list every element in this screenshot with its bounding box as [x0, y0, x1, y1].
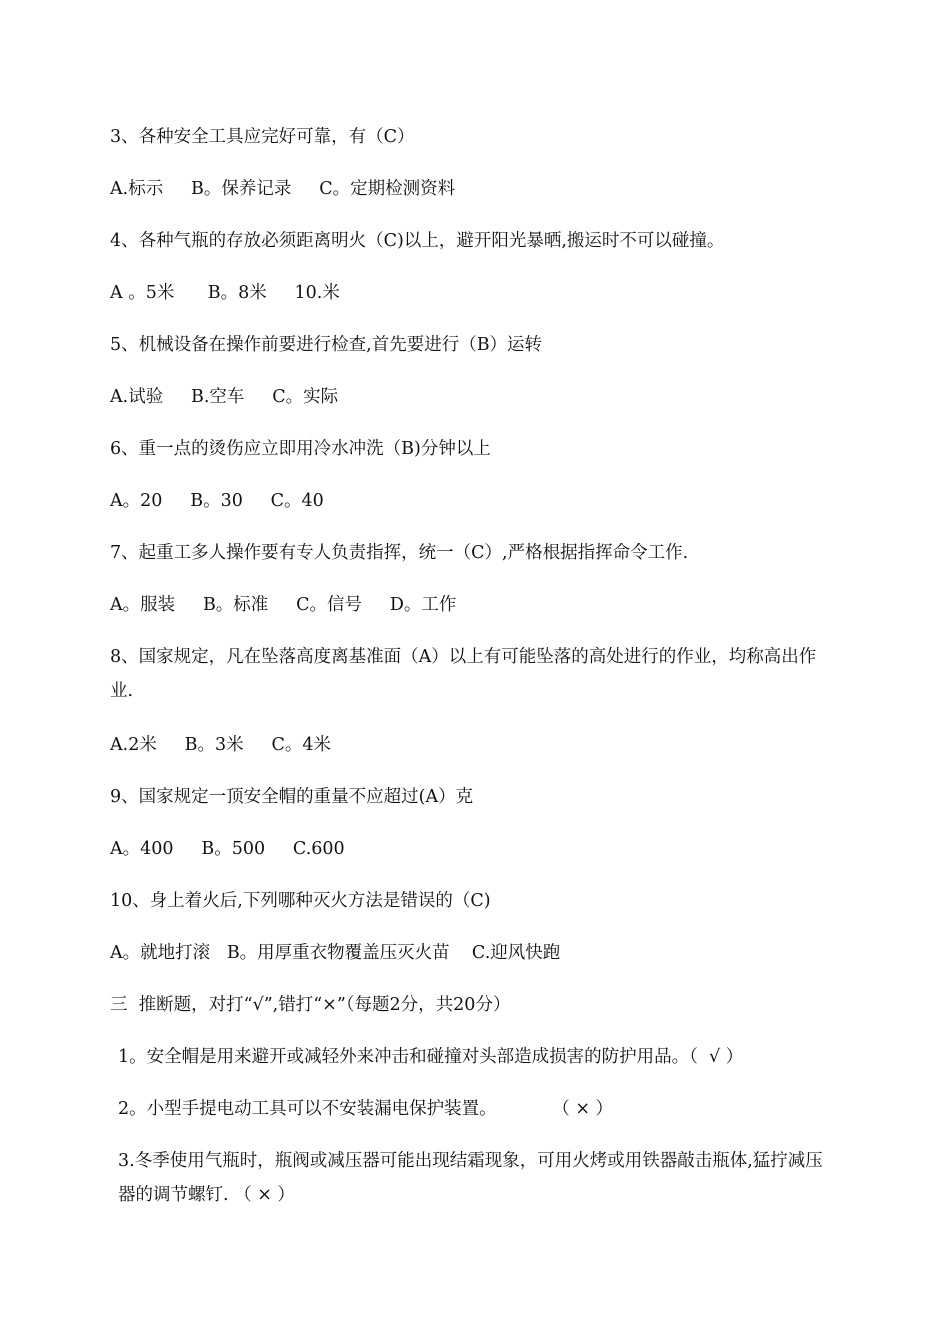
- judgement-1: 1。安全帽是用来避开或减轻外来冲击和碰撞对头部造成损害的防护用品。（ √ ）: [118, 1047, 744, 1067]
- question-4-options: A 。5米 B。8米 10.米: [110, 283, 340, 303]
- judgement-2: 2。小型手提电动工具可以不安装漏电保护装置。 （ × ）: [118, 1099, 614, 1119]
- question-5: 5、机械设备在操作前要进行检查,首先要进行（B）运转: [110, 335, 543, 355]
- question-10-options: A。就地打滚 B。用厚重衣物覆盖压灭火苗 C.迎风快跑: [110, 943, 561, 963]
- question-9: 9、国家规定一顶安全帽的重量不应超过(A）克: [110, 787, 474, 807]
- question-8-options: A.2米 B。3米 C。4米: [110, 735, 331, 755]
- question-10: 10、身上着火后,下列哪种灭火方法是错误的（C): [110, 891, 491, 911]
- section-3-heading: 三 推断题，对打“√”,错打“×”（每题2分，共20分）: [110, 995, 511, 1015]
- question-8: 8、国家规定，凡在坠落高度离基准面（A）以上有可能坠落的高处进行的作业，均称高出作业.: [110, 647, 817, 701]
- question-3-options: A.标示 B。保养记录 C。定期检测资料: [110, 179, 456, 199]
- judgement-3: 3.冬季使用气瓶时，瓶阀或减压器可能出现结霜现象，可用火烤或用铁器敲击瓶体,猛拧减压器的调节螺钉. （ × ）: [118, 1151, 823, 1205]
- question-7-options: A。服装 B。标准 C。信号 D。工作: [110, 595, 457, 615]
- question-9-options: A。400 B。500 C.600: [110, 839, 345, 859]
- question-7: 7、起重工多人操作要有专人负责指挥，统一（C）,严格根据指挥命令工作.: [110, 543, 689, 563]
- question-3: 3、各种安全工具应完好可靠，有（C）: [110, 127, 415, 147]
- question-4: 4、各种气瓶的存放必须距离明火（C)以上，避开阳光暴晒,搬运时不可以碰撞。: [110, 231, 725, 251]
- question-6-options: A。20 B。30 C。40: [110, 491, 324, 511]
- question-6: 6、重一点的烫伤应立即用冷水冲洗（B)分钟以上: [110, 439, 491, 459]
- question-5-options: A.试验 B.空车 C。实际: [110, 387, 339, 407]
